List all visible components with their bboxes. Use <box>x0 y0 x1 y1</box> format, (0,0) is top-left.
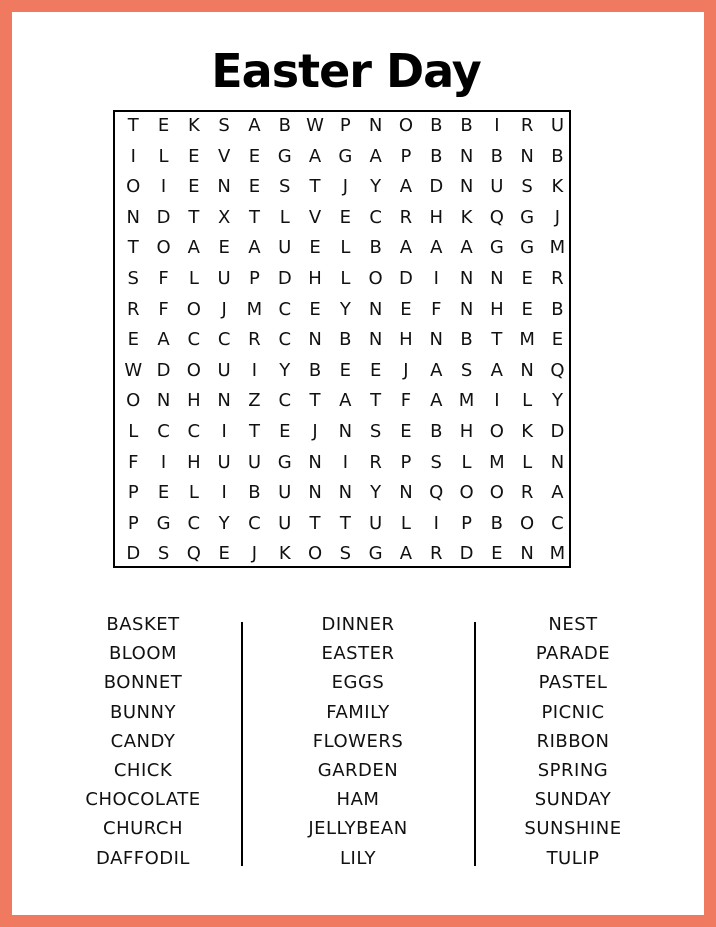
grid-letter: N <box>308 329 322 351</box>
grid-letter: J <box>221 298 227 320</box>
grid-letter: C <box>551 512 564 534</box>
grid-letter: R <box>429 543 443 565</box>
grid-letter: G <box>338 145 353 167</box>
grid-letter: M <box>549 543 566 565</box>
grid-letter: G <box>368 543 383 565</box>
grid-row <box>115 386 569 416</box>
grid-letter: O <box>489 421 504 442</box>
grid-row <box>115 417 569 447</box>
grid-letter: C <box>278 298 292 320</box>
grid-row <box>115 172 569 202</box>
grid-letter: L <box>340 268 351 289</box>
grid-letter: I <box>221 482 227 504</box>
word-chick: CHICK <box>113 760 173 781</box>
word-chocolate: CHOCOLATE <box>85 789 201 811</box>
grid-letter: I <box>251 359 258 381</box>
word-bunny: BUNNY <box>110 701 176 723</box>
grid-letter: K <box>278 543 291 565</box>
grid-letter: T <box>370 390 382 412</box>
grid-letter: J <box>312 421 318 442</box>
word-sunday: SUNDAY <box>534 789 612 811</box>
grid-letter: M <box>519 329 535 351</box>
page-title: Easter Day <box>211 44 481 98</box>
word-nest: NEST <box>548 614 598 635</box>
grid-letter: U <box>278 512 292 534</box>
grid-letter: L <box>188 482 199 504</box>
grid-letter: U <box>278 237 292 259</box>
grid-letter: I <box>494 390 500 412</box>
grid-letter: U <box>217 451 231 473</box>
grid-letter: N <box>126 206 140 228</box>
grid-letter: E <box>521 268 533 289</box>
grid-letter: N <box>368 115 383 136</box>
word-spring: SPRING <box>537 760 609 781</box>
word-ham: HAM <box>336 789 380 811</box>
grid-letter: N <box>399 482 413 504</box>
word-easter: EASTER <box>321 643 395 665</box>
grid-letter: N <box>550 451 565 473</box>
grid-letter: C <box>187 421 201 442</box>
word-ribbon: RIBBON <box>536 730 610 752</box>
grid-letter: O <box>459 482 474 504</box>
grid-letter: C <box>278 390 292 412</box>
grid-letter: F <box>158 268 169 289</box>
grid-letter: Y <box>551 390 563 412</box>
grid-letter: E <box>551 329 564 351</box>
grid-letter: B <box>490 145 504 167</box>
grid-letter: N <box>308 451 322 473</box>
grid-letter: B <box>551 145 564 167</box>
grid-letter: A <box>490 359 503 381</box>
grid-letter: M <box>549 237 566 259</box>
grid-letter: L <box>522 451 533 473</box>
word-lily: LILY <box>340 847 376 869</box>
word-jellybean: JELLYBEAN <box>308 818 408 840</box>
grid-row <box>115 264 569 294</box>
grid-letter: A <box>157 329 170 351</box>
grid-letter: I <box>494 115 500 136</box>
grid-letter: N <box>338 421 353 442</box>
grid-row <box>115 203 569 233</box>
grid-letter: E <box>188 176 200 198</box>
grid-letter: U <box>369 512 383 534</box>
grid-letter: L <box>340 237 351 259</box>
grid-letter: E <box>339 206 352 228</box>
grid-letter: Y <box>218 512 230 534</box>
grid-letter: T <box>188 206 200 228</box>
grid-letter: O <box>520 512 535 534</box>
letter-grid <box>113 110 571 568</box>
grid-letter: D <box>399 268 413 289</box>
grid-letter: N <box>338 482 353 504</box>
grid-letter: N <box>520 543 534 565</box>
grid-letter: N <box>520 359 534 381</box>
grid-row <box>115 111 569 141</box>
grid-letter: W <box>124 359 143 381</box>
grid-letter: F <box>431 298 442 320</box>
grid-letter: H <box>187 451 201 473</box>
grid-letter: J <box>342 176 348 198</box>
word-picnic: PICNIC <box>541 701 605 723</box>
grid-letter: A <box>339 390 352 412</box>
grid-letter: T <box>127 115 139 136</box>
grid-letter: U <box>217 268 231 289</box>
grid-letter: H <box>429 206 444 228</box>
grid-letter: L <box>400 512 411 534</box>
grid-letter: G <box>156 512 171 534</box>
grid-letter: P <box>461 512 472 534</box>
grid-letter: C <box>248 512 261 534</box>
word-bloom: BLOOM <box>108 643 178 665</box>
grid-letter: E <box>400 298 412 320</box>
grid-letter: F <box>128 451 139 473</box>
grid-row <box>115 233 569 263</box>
grid-row <box>115 356 569 386</box>
grid-letter: D <box>126 543 141 565</box>
grid-row <box>115 142 569 172</box>
grid-letter: S <box>521 176 533 198</box>
grid-letter: P <box>339 115 351 136</box>
grid-letter: T <box>127 237 139 259</box>
grid-letter: E <box>248 176 261 198</box>
grid-letter: C <box>278 329 292 351</box>
grid-letter: O <box>156 237 171 259</box>
grid-letter: N <box>217 176 231 198</box>
grid-letter: L <box>158 145 169 167</box>
grid-letter: J <box>403 359 409 381</box>
word-church: CHURCH <box>103 818 183 840</box>
grid-letter: U <box>550 115 565 136</box>
word-pastel: PASTEL <box>538 672 608 694</box>
grid-letter: B <box>248 482 261 504</box>
grid-letter: V <box>217 145 231 167</box>
grid-letter: S <box>430 451 442 473</box>
grid-row <box>115 539 569 569</box>
grid-letter: I <box>130 145 136 167</box>
grid-letter: I <box>160 176 167 198</box>
grid-letter: A <box>460 237 473 259</box>
grid-letter: U <box>278 482 292 504</box>
grid-letter: E <box>188 145 200 167</box>
grid-letter: L <box>279 206 290 228</box>
grid-letter: Y <box>339 298 351 320</box>
word-bonnet: BONNET <box>103 672 183 694</box>
grid-letter: X <box>217 206 231 228</box>
grid-letter: B <box>460 329 473 351</box>
grid-letter: N <box>520 145 534 167</box>
grid-letter: B <box>490 512 504 534</box>
grid-letter: R <box>126 298 140 320</box>
grid-letter: E <box>339 359 352 381</box>
word-eggs: EGGS <box>331 672 385 694</box>
grid-letter: C <box>217 329 231 351</box>
grid-letter: R <box>369 451 382 473</box>
grid-letter: A <box>399 237 413 259</box>
grid-letter: Y <box>370 176 382 198</box>
grid-letter: D <box>550 421 565 442</box>
grid-letter: Q <box>429 482 444 504</box>
grid-letter: C <box>157 421 170 442</box>
grid-letter: E <box>309 237 321 259</box>
grid-letter: A <box>308 145 322 167</box>
grid-letter: I <box>433 268 439 289</box>
grid-letter: V <box>308 206 322 228</box>
grid-letter: G <box>277 145 292 167</box>
grid-letter: S <box>369 421 382 442</box>
grid-letter: T <box>248 206 260 228</box>
grid-letter: O <box>126 390 141 412</box>
grid-letter: N <box>459 268 474 289</box>
grid-letter: D <box>459 543 474 565</box>
grid-letter: T <box>491 329 503 351</box>
grid-letter: R <box>248 329 261 351</box>
grid-letter: G <box>277 451 292 473</box>
grid-letter: B <box>308 359 322 381</box>
grid-letter: G <box>520 206 535 228</box>
grid-letter: L <box>128 421 139 442</box>
grid-letter: I <box>342 451 348 473</box>
grid-letter: P <box>400 451 412 473</box>
grid-letter: P <box>400 145 412 167</box>
grid-letter: W <box>306 115 324 136</box>
grid-letter: E <box>157 115 170 136</box>
grid-letter: D <box>156 206 171 228</box>
grid-letter: P <box>127 512 139 534</box>
grid-letter: O <box>489 482 504 504</box>
grid-letter: A <box>248 237 261 259</box>
grid-letter: Y <box>370 482 382 504</box>
grid-letter: K <box>551 176 564 198</box>
grid-letter: U <box>490 176 504 198</box>
grid-letter: N <box>368 329 383 351</box>
grid-letter: E <box>248 145 261 167</box>
grid-letter: U <box>247 451 262 473</box>
grid-letter: O <box>368 268 383 289</box>
grid-letter: L <box>461 451 472 473</box>
grid-letter: F <box>400 390 412 412</box>
grid-letter: R <box>520 482 534 504</box>
grid-letter: E <box>491 543 503 565</box>
word-candy: CANDY <box>110 730 176 752</box>
grid-letter: S <box>279 176 291 198</box>
grid-letter: S <box>218 115 230 136</box>
grid-letter: O <box>186 359 201 381</box>
grid-letter: O <box>126 176 141 198</box>
grid-letter: A <box>430 237 443 259</box>
grid-letter: U <box>217 359 231 381</box>
grid-letter: N <box>368 298 383 320</box>
grid-letter: A <box>399 176 413 198</box>
grid-letter: P <box>127 482 139 504</box>
grid-letter: N <box>459 145 474 167</box>
word-parade: PARADE <box>535 643 611 665</box>
grid-letter: A <box>187 237 200 259</box>
grid-letter: Z <box>248 390 261 412</box>
grid-letter: S <box>339 543 352 565</box>
grid-letter: R <box>551 268 564 289</box>
grid-letter: E <box>309 298 321 320</box>
grid-letter: J <box>554 206 561 228</box>
grid-letter: E <box>218 543 230 565</box>
grid-letter: T <box>309 512 321 534</box>
grid-row <box>115 478 569 508</box>
grid-letter: E <box>218 237 230 259</box>
grid-letter: O <box>307 543 323 565</box>
word-garden: GARDEN <box>317 760 399 781</box>
grid-letter: O <box>186 298 201 320</box>
grid-letter: A <box>430 390 443 412</box>
grid-letter: A <box>248 115 261 136</box>
grid-row <box>115 509 569 539</box>
grid-letter: H <box>308 268 322 289</box>
grid-letter: R <box>520 115 534 136</box>
grid-letter: T <box>248 421 260 442</box>
word-basket: BASKET <box>106 614 180 635</box>
grid-letter: E <box>521 298 533 320</box>
grid-letter: R <box>399 206 413 228</box>
grid-letter: I <box>433 512 439 534</box>
grid-letter: M <box>458 390 475 412</box>
word-sunshine: SUNSHINE <box>524 818 622 840</box>
grid-letter: N <box>459 298 474 320</box>
grid-letter: J <box>251 543 258 565</box>
grid-letter: L <box>522 390 533 412</box>
grid-letter: T <box>309 176 321 198</box>
grid-letter: B <box>430 421 443 442</box>
grid-letter: C <box>187 512 201 534</box>
grid-letter: E <box>369 359 382 381</box>
grid-letter: M <box>246 298 263 320</box>
grid-letter: A <box>430 359 443 381</box>
grid-letter: N <box>459 176 474 198</box>
grid-letter: T <box>309 390 321 412</box>
grid-letter: E <box>157 482 170 504</box>
word-flowers: FLOWERS <box>312 730 404 752</box>
word-dinner: DINNER <box>321 614 395 635</box>
grid-letter: H <box>187 390 201 412</box>
grid-letter: N <box>308 482 322 504</box>
grid-letter: A <box>369 145 382 167</box>
grid-letter: B <box>551 298 564 320</box>
grid-letter: A <box>399 543 413 565</box>
grid-letter: S <box>157 543 170 565</box>
grid-letter: D <box>277 268 292 289</box>
grid-letter: M <box>489 451 505 473</box>
word-tulip: TULIP <box>546 847 600 869</box>
grid-letter: A <box>551 482 564 504</box>
word-family: FAMILY <box>326 701 390 723</box>
grid-letter: H <box>490 298 504 320</box>
grid-letter: O <box>398 115 414 136</box>
grid-letter: B <box>430 145 443 167</box>
grid-letter: D <box>156 359 171 381</box>
grid-letter: C <box>369 206 382 228</box>
grid-letter: K <box>460 206 473 228</box>
grid-letter: Q <box>489 206 504 228</box>
word-daffodil: DAFFODIL <box>96 847 190 869</box>
grid-row <box>115 295 569 325</box>
grid-letter: E <box>127 329 139 351</box>
grid-letter: F <box>158 298 169 320</box>
grid-letter: Q <box>550 359 565 381</box>
grid-letter: N <box>156 390 171 412</box>
grid-letter: E <box>279 421 291 442</box>
grid-letter: K <box>521 421 534 442</box>
grid-letter: H <box>459 421 474 442</box>
grid-letter: S <box>127 268 139 289</box>
grid-letter: S <box>460 359 473 381</box>
grid-row <box>115 325 569 355</box>
grid-letter: C <box>187 329 201 351</box>
grid-letter: B <box>430 115 443 136</box>
grid-letter: L <box>188 268 199 289</box>
grid-letter: D <box>429 176 444 198</box>
grid-letter: G <box>489 237 504 259</box>
grid-letter: B <box>339 329 352 351</box>
grid-letter: N <box>217 390 231 412</box>
grid-letter: N <box>429 329 443 351</box>
grid-letter: P <box>249 268 260 289</box>
grid-letter: E <box>400 421 412 442</box>
grid-letter: I <box>160 451 167 473</box>
grid-letter: K <box>187 115 200 136</box>
grid-row <box>115 448 569 478</box>
grid-letter: Y <box>279 359 291 381</box>
grid-letter: G <box>520 237 535 259</box>
grid-letter: B <box>278 115 291 136</box>
grid-letter: T <box>339 512 351 534</box>
grid-letter: H <box>399 329 413 351</box>
grid-letter: N <box>490 268 504 289</box>
grid-letter: B <box>460 115 473 136</box>
grid-letter: I <box>221 421 227 442</box>
grid-letter: Q <box>186 543 201 565</box>
grid-letter: B <box>369 237 382 259</box>
